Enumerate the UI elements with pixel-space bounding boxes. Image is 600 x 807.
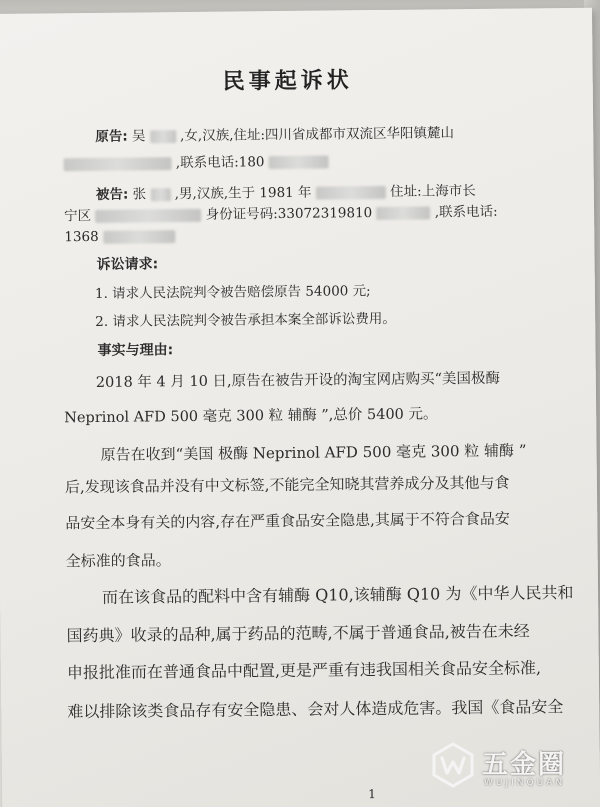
plaintiff-line-1 xyxy=(95,124,454,146)
facts-line: 后,发现该食品并没有中文标签,不能完全知晓其营养成分及其他与食 xyxy=(64,473,510,497)
redaction-block xyxy=(269,156,329,170)
defendant-birth: ,男,汉族,生于 1981 年 xyxy=(174,184,312,203)
redaction-block xyxy=(376,206,430,220)
facts-line: 2018 年 4 月 10 日,原告在被告开设的淘宝网店购买“美国极酶 xyxy=(95,370,501,391)
plaintiff-phone: ,联系电话:180 xyxy=(175,154,265,172)
watermark-sub: WUJINQUAN xyxy=(484,778,566,788)
redaction-block xyxy=(316,186,386,200)
redaction-block xyxy=(150,188,170,201)
defendant-district: 宁区 xyxy=(64,207,92,225)
facts-line: 全标准的食品。 xyxy=(65,551,171,571)
facts-line: 国药典》收录的品种,属于药品的范畴,不属于普通食品,被告在未经 xyxy=(66,621,530,646)
facts-line: Neprinol AFD 500 毫克 300 粒 辅酶 ”,总价 5400 元。 xyxy=(64,406,438,427)
wujinquan-logo-icon xyxy=(430,742,476,788)
complaint-page xyxy=(0,8,600,807)
facts-line: 难以排除该类食品存有安全隐患、会对人体造成危害。我国《食品安全 xyxy=(67,697,564,722)
plaintiff-line-2 xyxy=(63,153,328,174)
defendant-address: 住址:上海市长 xyxy=(390,182,476,200)
facts-line: 申报批准而在普通食品中配置,更是严重有违我国相关食品安全标准, xyxy=(66,658,542,683)
page-number: 1 xyxy=(368,787,376,802)
defendant-line-3 xyxy=(64,227,175,246)
redaction-block xyxy=(64,157,172,171)
facts-line: 原告在收到“美国 极酶 Neprinol AFD 500 毫克 300 粒 辅酶 ” xyxy=(100,441,527,464)
document-title: 民事起诉状 xyxy=(222,68,353,95)
defendant-line-2 xyxy=(64,203,498,226)
defendant-label: 被告: xyxy=(95,186,129,203)
claim-item: 2. 请求人民法院判令被告承担本案全部诉讼费用。 xyxy=(95,310,396,330)
facts-line: 品安全本身有关的内容,存在严重食品安全隐患,其属于不符合食品安 xyxy=(65,509,510,533)
facts-heading: 事实与理由: xyxy=(97,342,174,359)
claims-heading: 诉讼请求: xyxy=(96,256,159,273)
defendant-phone-label: ,联系电话: xyxy=(434,203,498,221)
watermark-brand: 五金圈 xyxy=(482,750,567,780)
defendant-line-1 xyxy=(96,182,476,204)
claim-item: 1. 请求人民法院判令被告赔偿原告 54000 元; xyxy=(94,283,371,302)
watermark-logo xyxy=(430,740,580,798)
defendant-phone: 1368 xyxy=(64,228,99,246)
redaction-block xyxy=(103,230,175,244)
defendant-id: 身份证号码:33072319810 xyxy=(205,205,373,223)
redaction-block xyxy=(95,209,201,223)
facts-line: 而在该食品的配料中含有辅酶 Q10,该辅酶 Q10 为《中华人民共和 xyxy=(102,582,574,607)
plaintiff-label: 原告: xyxy=(95,128,128,145)
redaction-block xyxy=(150,130,176,143)
defendant-name: 张 xyxy=(132,186,147,203)
plaintiff-info: ,女,汉族,住址:四川省成都市双流区华阳镇麓山 xyxy=(180,125,455,145)
plaintiff-name: 吴 xyxy=(131,128,146,145)
